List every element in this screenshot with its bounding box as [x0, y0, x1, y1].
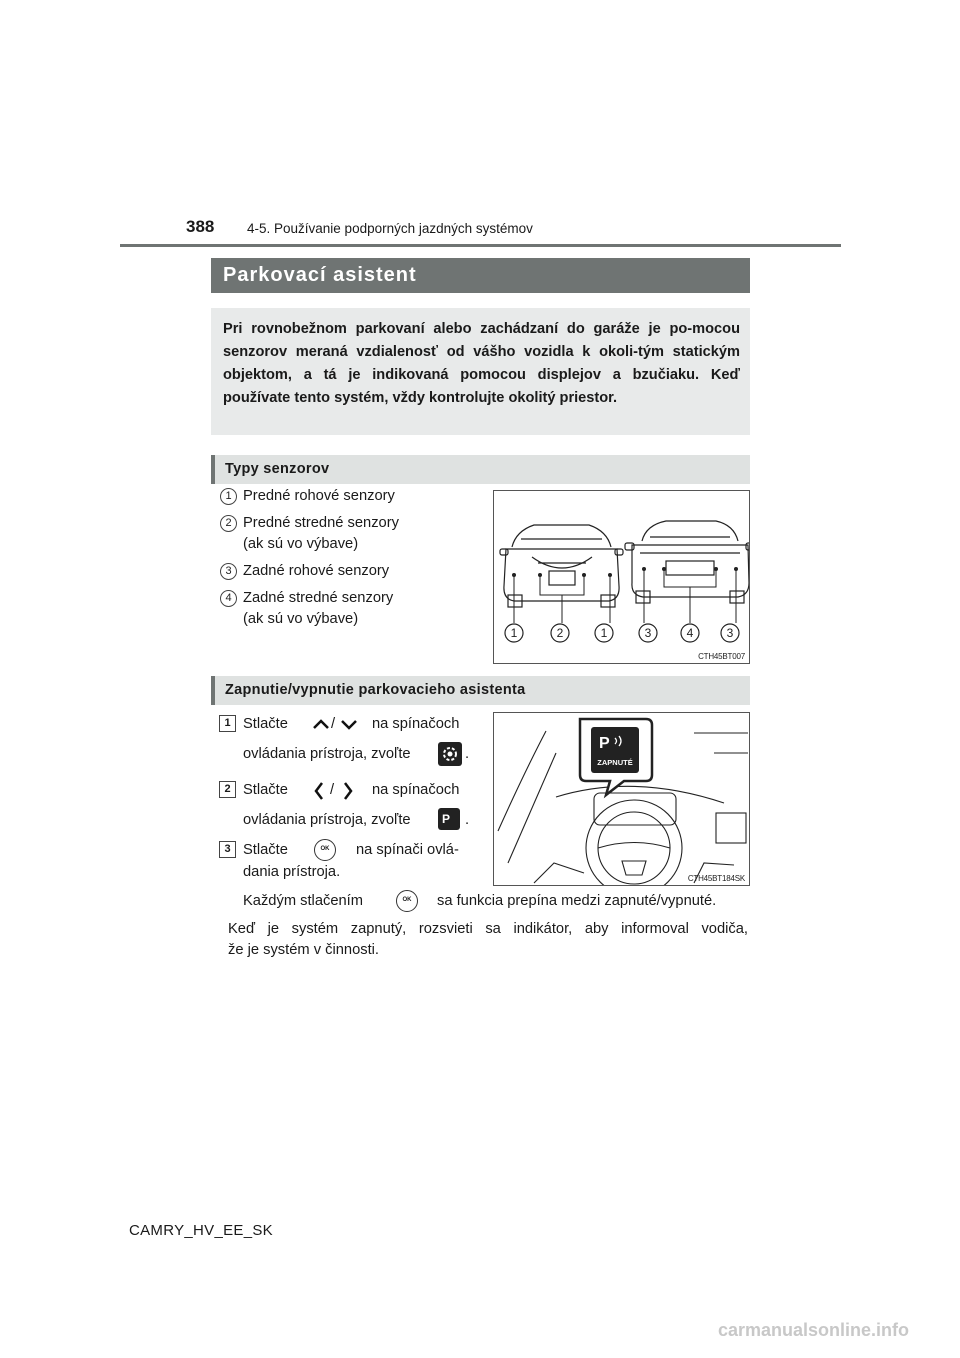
chevron-left-icon: [313, 781, 325, 801]
onoff-heading-label: Zapnutie/vypnutie parkovacieho asistenta: [225, 682, 526, 698]
sensor-num-2: 2: [220, 515, 237, 532]
intro-box: Pri rovnobežnom parkovaní alebo zachádzaní do garáže je po-mocou senzorov meraná vzdialenosť od vášho vozidla k okoli-tým statickým objektom, a tá je indikovaná pomocou displejov a bzučiaku. Keď používate tento systém, vždy kontrolujte okolitý priestor.: [211, 308, 750, 435]
header-rule: [120, 244, 841, 247]
step2-period: .: [465, 812, 470, 828]
sensor-item-4: Zadné stredné senzory: [243, 590, 394, 606]
note-indicator-line2: že je systém v činnosti.: [228, 942, 380, 958]
step1-sep: /: [331, 716, 336, 732]
sensor-item-3: Zadné rohové senzory: [243, 563, 390, 579]
sensor-num-4: 4: [220, 590, 237, 607]
watermark: carmanualsonline.info: [718, 1320, 910, 1340]
callout-4: 4: [686, 626, 694, 640]
callout-3b: 3: [726, 626, 734, 640]
settings-gear-icon: [438, 742, 462, 766]
dashboard-figure: [493, 712, 750, 886]
onoff-heading: [211, 676, 750, 705]
sensor-types-heading: [211, 455, 750, 484]
step1-press: Stlačte: [243, 716, 288, 732]
sensor-item-1: Predné rohové senzory: [243, 488, 395, 504]
indicator-p: P: [599, 735, 610, 752]
sensor-types-heading-label: Typy senzorov: [225, 461, 330, 477]
callout-1a: 1: [510, 626, 518, 640]
sensor-figure: [493, 490, 750, 664]
step1-select: ovládania prístroja, zvoľte: [243, 746, 411, 762]
sensor-item-4-note: (ak sú vo výbave): [243, 611, 359, 627]
step3-instrument: dania prístroja.: [243, 864, 341, 880]
step2-select: ovládania prístroja, zvoľte: [243, 812, 411, 828]
ok-button-icon: OK: [314, 839, 336, 861]
chevron-right-icon: [342, 781, 354, 801]
step-num-3: 3: [219, 841, 236, 858]
step2-on-switches: na spínačoch: [372, 782, 460, 798]
sensor-item-2: Predné stredné senzory: [243, 515, 399, 531]
section-title: Parkovací asistent: [223, 264, 417, 286]
step1-on-switches: na spínačoch: [372, 716, 460, 732]
section-title-bar: [211, 258, 750, 293]
step2-sep: /: [330, 782, 335, 798]
note-indicator-line1: Keď je systém zapnutý, rozsvieti sa indikátor, aby informoval vodiča,: [228, 921, 748, 937]
sensor-num-3: 3: [220, 563, 237, 580]
parking-assist-icon: P: [438, 808, 460, 830]
step-num-2: 2: [219, 781, 236, 798]
dashboard-figure-code: CTH45BT184SK: [687, 874, 745, 883]
callout-1b: 1: [600, 626, 608, 640]
sensor-num-1: 1: [220, 488, 237, 505]
step3-on-switch: na spínači ovlá-: [356, 842, 459, 858]
callout-2: 2: [556, 626, 564, 640]
note-toggle-a: Každým stlačením: [243, 893, 363, 909]
ok-button-icon-note: OK: [396, 890, 418, 912]
sensor-item-2-note: (ak sú vo výbave): [243, 536, 359, 552]
car-front-rear-illustration: [494, 491, 750, 664]
chevron-down-icon: [340, 718, 358, 730]
steering-wheel-illustration: [494, 713, 750, 886]
step3-press: Stlačte: [243, 842, 288, 858]
sensor-figure-code: CTH45BT007: [698, 652, 745, 661]
chevron-up-icon: [312, 718, 330, 730]
step-num-1: 1: [219, 715, 236, 732]
callout-3a: 3: [644, 626, 652, 640]
note-toggle-b: sa funkcia prepína medzi zapnuté/vypnuté.: [437, 893, 717, 909]
step1-period: .: [465, 746, 470, 762]
footer-model-code: CAMRY_HV_EE_SK: [129, 1222, 273, 1239]
indicator-label: ZAPNUTÉ: [597, 758, 633, 767]
page-number: 388: [186, 217, 215, 236]
step2-press: Stlačte: [243, 782, 288, 798]
chapter-title: 4-5. Používanie podporných jazdných systémov: [247, 221, 533, 236]
